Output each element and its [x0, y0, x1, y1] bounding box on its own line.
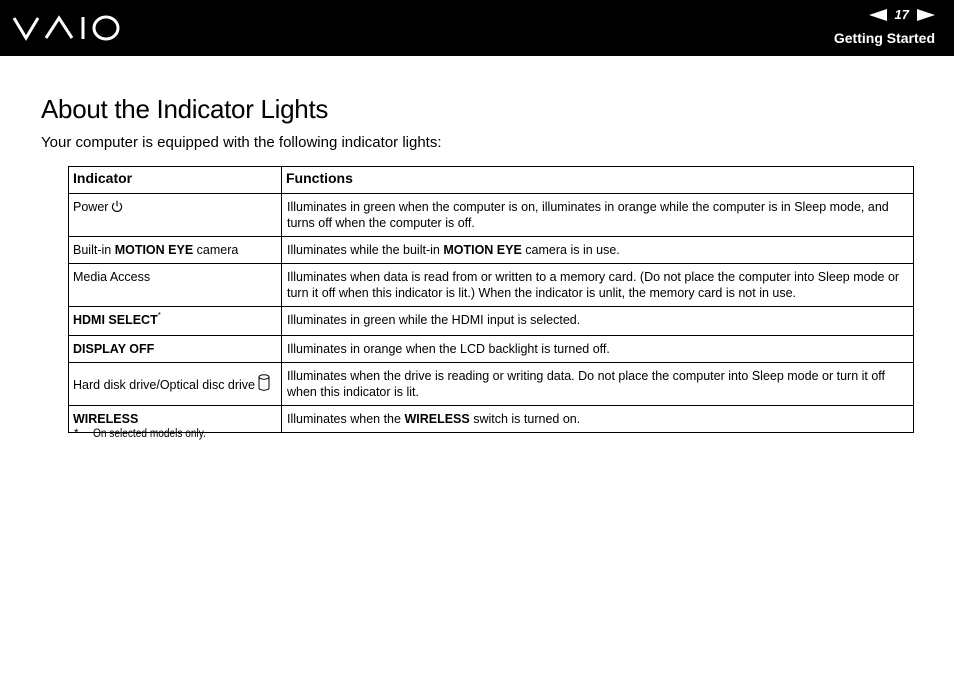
function-cell	[282, 264, 914, 307]
page-header	[0, 0, 954, 56]
function-text: Illuminates in orange when the LCD backlight is turned off.	[287, 342, 610, 356]
column-header-functions: Functions	[282, 167, 914, 194]
table-row	[69, 336, 914, 363]
indicator-text-suffix: camera	[193, 243, 239, 257]
function-bold-text: MOTION EYE	[443, 243, 522, 257]
footnote-text: On selected models only.	[93, 428, 207, 440]
indicator-cell	[69, 194, 282, 237]
function-text: Illuminates in green when the computer is on, illuminates in orange while the computer is in Sleep mode, and turns off when the computer is off.	[287, 200, 889, 230]
indicator-bold-text: DISPLAY OFF	[73, 342, 155, 356]
vaio-logo	[12, 14, 122, 42]
page-number: 17	[894, 7, 909, 22]
function-cell	[282, 336, 914, 363]
table-row	[69, 363, 914, 406]
indicator-cell	[69, 336, 282, 363]
indicator-text: Hard disk drive/Optical disc drive	[73, 377, 256, 392]
function-text-suffix: switch is turned on.	[469, 412, 581, 426]
indicator-text: Built-in	[73, 243, 115, 257]
page-navigation	[869, 7, 935, 22]
function-cell	[282, 194, 914, 237]
function-text: Illuminates when the	[287, 412, 405, 426]
indicator-table	[68, 166, 914, 433]
function-text: Illuminates in green while the HDMI input is selected.	[287, 313, 581, 327]
table-row	[69, 237, 914, 264]
indicator-cell	[69, 264, 282, 307]
indicator-cell	[69, 363, 282, 406]
page-title: About the Indicator Lights	[41, 94, 329, 124]
indicator-cell	[69, 237, 282, 264]
footnote	[74, 428, 222, 440]
function-cell	[282, 307, 914, 336]
next-page-icon[interactable]	[917, 9, 935, 21]
function-text: Illuminates while the built-in	[287, 243, 444, 257]
disk-drive-icon	[258, 374, 270, 395]
table-row	[69, 307, 914, 336]
column-header-indicator: Indicator	[69, 167, 282, 194]
function-cell	[282, 363, 914, 406]
indicator-bold-text: MOTION EYE	[114, 243, 194, 257]
indicator-text: Media Access	[73, 270, 151, 284]
indicator-bold-text: WIRELESS	[73, 412, 139, 426]
function-bold-text: WIRELESS	[404, 412, 470, 426]
function-text: Illuminates when data is read from or written to a memory card. (Do not place the computer into Sleep mode or turn it off when this indicator is lit.) When the indicator is unlit, the memory card is not in use.	[287, 270, 900, 300]
indicator-bold-text: HDMI SELECT	[73, 313, 158, 327]
footnote-reference: *	[157, 311, 161, 320]
function-text: Illuminates when the drive is reading or writing data. Do not place the computer into Sleep mode or turn it off when this indicator is lit.	[287, 369, 886, 399]
footnote-mark: *	[74, 428, 79, 440]
function-cell	[282, 237, 914, 264]
table-header-row	[69, 167, 914, 194]
intro-text: Your computer is equipped with the following indicator lights:	[41, 134, 442, 151]
table-row	[69, 264, 914, 307]
indicator-cell	[69, 307, 282, 336]
table-row	[69, 194, 914, 237]
section-title: Getting Started	[833, 30, 935, 46]
previous-page-icon[interactable]	[869, 9, 887, 21]
power-icon	[111, 200, 123, 217]
indicator-text: Power	[73, 200, 109, 214]
function-cell	[282, 406, 914, 433]
function-text-suffix: camera is in use.	[521, 243, 620, 257]
